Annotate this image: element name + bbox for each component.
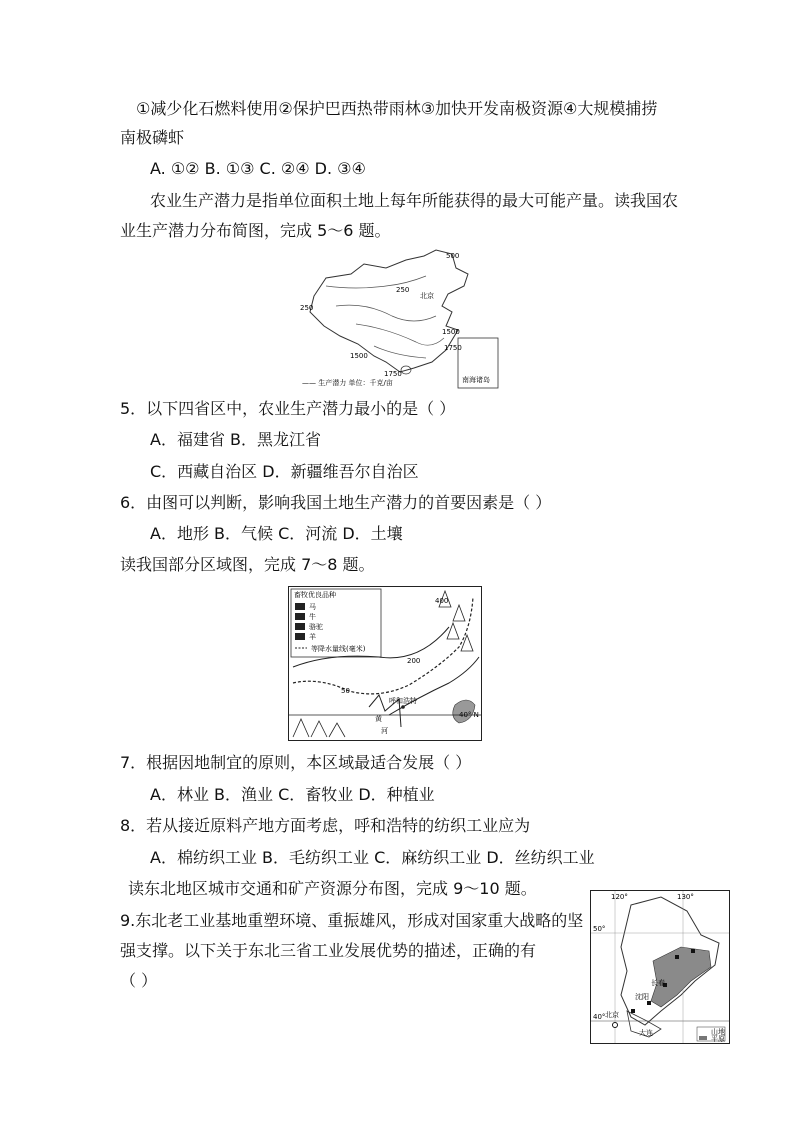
isohyet-50-label: 50: [341, 687, 350, 695]
northeast-map-figure: [591, 891, 729, 1043]
legend-isohyet: 等降水量线(毫米): [311, 645, 366, 653]
legend-mountain: 山地: [711, 1028, 725, 1036]
intro-q5-6-line2: 业生产潜力分布简图，完成 5～6 题。: [120, 221, 391, 240]
q6-choices: A．地形 B．气候 C．河流 D．土壤: [150, 524, 403, 543]
dalian-label: 大连: [639, 1029, 653, 1037]
lat-40n-label: 40° N: [459, 711, 479, 719]
legend-sheep: 羊: [309, 633, 316, 641]
map1-legend: —— 生产潜力 单位：千克/亩: [302, 379, 393, 387]
q4-options-line2: 南极磷虾: [120, 128, 185, 147]
camel-icon: [295, 623, 305, 630]
horse-icon: [295, 603, 305, 610]
map1-label-1750a: 1750: [444, 344, 462, 352]
map1-label-1500b: 1500: [350, 352, 368, 360]
q9-line3: （ ）: [120, 971, 158, 990]
q9-line2: 强支撑。以下关于东北三省工业发展优势的描述，正确的有: [120, 941, 537, 960]
q5-choices-row1: A．福建省 B．黑龙江省: [150, 430, 322, 449]
lat-40-label: 40°: [593, 1013, 606, 1021]
q5-choices-row2: C．西藏自治区 D．新疆维吾尔自治区: [150, 462, 419, 481]
china-potential-map: [296, 246, 502, 392]
hohhot-label: 呼和浩特: [389, 697, 417, 705]
q5-stem: 5．以下四省区中，农业生产潜力最小的是（ ）: [120, 399, 456, 418]
isohyet-400-label: 400: [435, 597, 449, 605]
map1-label-250b: 250: [300, 304, 314, 312]
lon-120-label: 120°: [611, 893, 628, 901]
intro-q5-6-line1: 农业生产潜力是指单位面积土地上每年所能获得的最大可能产量。读我国农: [150, 191, 679, 210]
shenyang-label: 沈阳: [635, 993, 649, 1001]
q7-stem: 7．根据因地制宜的原则，本区域最适合发展（ ）: [120, 753, 472, 772]
region-map: [288, 586, 482, 741]
legend-horse: 马: [309, 603, 316, 611]
q7-choices: A．林业 B．渔业 C．畜牧业 D．种植业: [150, 785, 435, 804]
isohyet-200-label: 200: [407, 657, 421, 665]
map1-label-1500a: 1500: [442, 328, 460, 336]
lat-50-label: 50°: [593, 925, 606, 933]
hohhot-marker: [401, 705, 405, 709]
yellow-river-char1: 黄: [375, 715, 382, 723]
legend-cattle: 牛: [309, 613, 316, 621]
map1-label-beijing: 北京: [420, 292, 434, 300]
q6-stem: 6．由图可以判断，影响我国土地生产潜力的首要因素是（ ）: [120, 493, 552, 512]
intro-q9-10: 读东北地区城市交通和矿产资源分布图，完成 9～10 题。: [128, 879, 537, 898]
q4-options-line: ①减少化石燃料使用②保护巴西热带雨林③加快开发南极资源④大规模捕捞: [136, 99, 658, 118]
q8-choices: A．棉纺织工业 B．毛纺织工业 C．麻纺织工业 D．丝纺织工业: [150, 848, 595, 867]
map1-label-250a: 250: [396, 286, 410, 294]
intro-q7-8: 读我国部分区域图，完成 7～8 题。: [120, 555, 375, 574]
map1-inset-label: 南海诸岛: [462, 376, 490, 384]
changchun-label: 长春: [651, 979, 665, 987]
cattle-icon: [295, 613, 305, 620]
legend-camel: 骆驼: [309, 623, 323, 631]
q8-stem: 8．若从接近原料产地方面考虑，呼和浩特的纺织工业应为: [120, 816, 531, 835]
q9-line1: 9.东北老工业基地重塑环境、重振雄风，形成对国家重大战略的坚: [120, 911, 584, 930]
q4-choices: A. ①② B. ①③ C. ②④ D. ③④: [150, 159, 366, 178]
yellow-river-char2: 河: [381, 727, 388, 735]
northeast-map: [590, 890, 730, 1044]
legend-title: 畜牧优良品种: [294, 591, 336, 599]
sheep-icon: [295, 633, 305, 640]
map1-label-1750b: 1750: [384, 370, 402, 378]
map1-label-500: 500: [446, 252, 460, 260]
region-map-figure: [289, 587, 481, 740]
beijing-label: 北京: [605, 1011, 619, 1019]
china-map-figure: [296, 246, 502, 392]
legend-plain: 平原: [711, 1035, 725, 1043]
lon-130-label: 130°: [677, 893, 694, 901]
